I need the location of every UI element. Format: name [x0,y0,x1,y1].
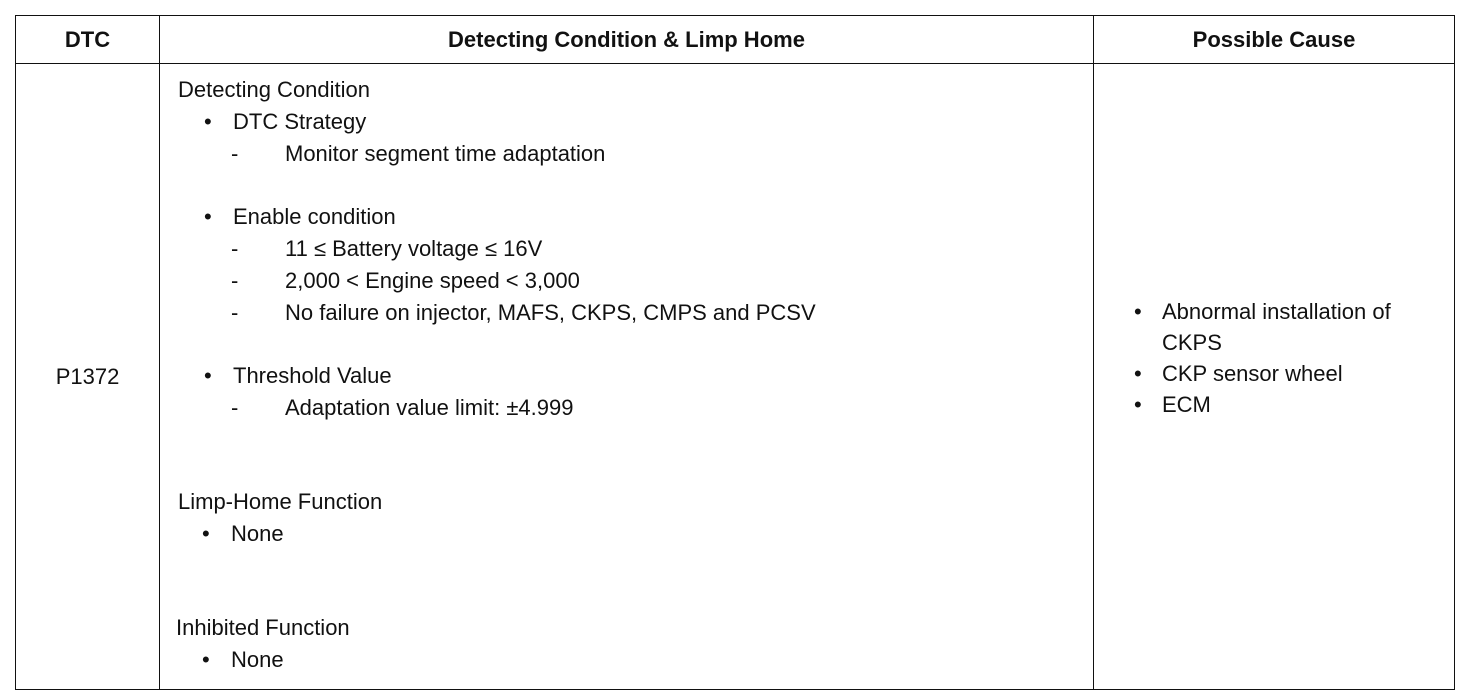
threshold-label: • Threshold Value [204,360,1093,392]
condition-cell [160,64,1094,690]
header-cause: Possible Cause [1094,16,1455,64]
cause-item: • CKP sensor wheel [1134,358,1454,389]
cause-cell [1094,64,1455,690]
inhibited-title: Inhibited Function [176,615,350,640]
detecting-condition-title: Detecting Condition [178,77,371,102]
header-row [16,16,1455,64]
enable-label: • Enable condition [204,201,1093,233]
enable-item: - 2,000 < Engine speed < 3,000 [231,265,1093,297]
header-dtc: DTC [16,16,160,64]
dtc-code: P1372 [16,64,160,690]
strategy-item: - Monitor segment time adaptation [231,138,1093,170]
limp-home-item: • None [202,518,1093,550]
cause-item: • Abnormal installation of CKPS [1134,296,1432,358]
cause-list [1134,296,1454,420]
cause-item: • ECM [1134,389,1454,420]
inhibited-item: • None [202,644,1093,676]
dtc-table [15,15,1455,690]
strategy-label: • DTC Strategy [204,106,1093,138]
header-condition: Detecting Condition & Limp Home [160,16,1094,64]
threshold-item: - Adaptation value limit: ±4.999 [231,392,1093,424]
limp-home-title: Limp-Home Function [178,489,383,514]
enable-item: - 11 ≤ Battery voltage ≤ 16V [231,233,1093,265]
table-row [16,64,1455,690]
enable-item: - No failure on injector, MAFS, CKPS, CMPS and PCSV [231,297,1093,329]
